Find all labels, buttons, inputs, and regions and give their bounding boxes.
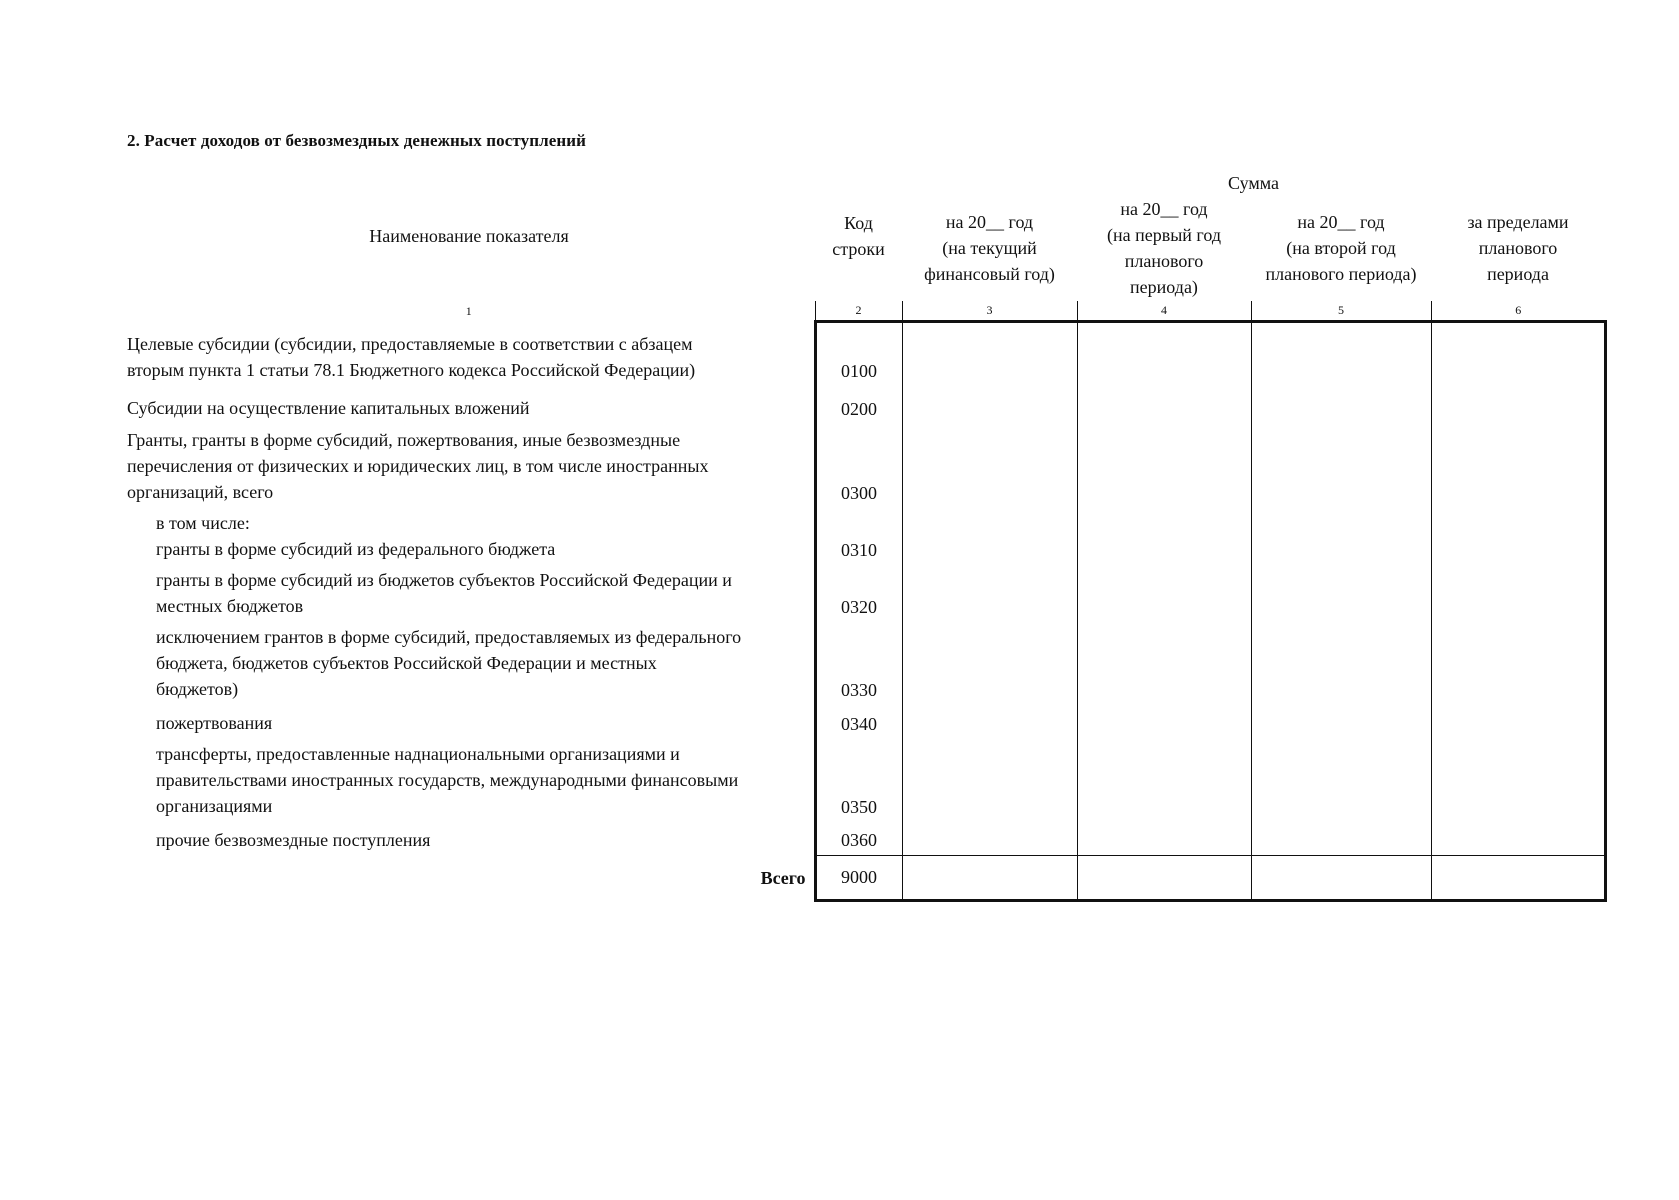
row-name-line: бюджета, бюджетов субъектов Российской Федерации и местных <box>156 652 657 673</box>
row-name-line: Гранты, гранты в форме субсидий, пожертвования, иные безвозмездные <box>127 429 681 450</box>
value-cell[interactable] <box>1077 424 1251 508</box>
column-number-row <box>123 301 1605 322</box>
row-code: 0340 <box>815 705 902 739</box>
row-name <box>123 739 815 822</box>
row-name <box>123 386 815 424</box>
value-cell[interactable] <box>1431 386 1605 424</box>
value-cell[interactable] <box>1077 822 1251 856</box>
row-code: 0360 <box>815 822 902 856</box>
row-name-line: Целевые субсидии (субсидии, предоставляемые в соответствии с абзацем <box>127 333 693 354</box>
row-name <box>123 508 815 565</box>
row-name-line: местных бюджетов <box>156 595 304 616</box>
total-label: Всего <box>760 867 806 888</box>
value-cell[interactable] <box>1251 508 1431 565</box>
row-name-line: организациями <box>156 795 273 816</box>
header-line: периода) <box>1130 277 1198 298</box>
row-name <box>123 622 815 705</box>
value-cell[interactable] <box>1431 739 1605 822</box>
header-name-label: Наименование показателя <box>369 225 569 246</box>
value-cell[interactable] <box>1077 565 1251 622</box>
row-name-line: гранты в форме субсидий из бюджетов субъектов Российской Федерации и <box>156 569 732 590</box>
header-line: планового периода) <box>1265 264 1417 285</box>
row-code: 0320 <box>815 565 902 622</box>
row-name-line: перечисления от физических и юридических лиц, в том числе иностранных <box>127 455 709 476</box>
row-name-line: организаций, всего <box>127 481 274 502</box>
table-row-0100 <box>123 322 1605 386</box>
header-line: (на второй год <box>1286 238 1396 259</box>
row-code: 0310 <box>815 508 902 565</box>
value-cell[interactable] <box>902 322 1077 386</box>
table-row-0300 <box>123 424 1605 508</box>
column-number: 2 <box>815 301 902 322</box>
column-number: 1 <box>465 303 472 318</box>
row-name-line: Субсидии на осуществление капитальных вложений <box>127 397 530 418</box>
value-cell[interactable] <box>902 622 1077 705</box>
total-value-cell[interactable] <box>1431 856 1605 901</box>
value-cell[interactable] <box>902 386 1077 424</box>
row-name-line: исключением грантов в форме субсидий, предоставляемых из федерального <box>156 626 742 647</box>
total-value-cell[interactable] <box>1251 856 1431 901</box>
row-name <box>123 705 815 739</box>
header-line: на 20__ год <box>945 212 1034 233</box>
value-cell[interactable] <box>1251 386 1431 424</box>
header-summa: Сумма <box>1228 172 1279 193</box>
value-cell[interactable] <box>1251 705 1431 739</box>
value-cell[interactable] <box>1077 508 1251 565</box>
value-cell[interactable] <box>1251 565 1431 622</box>
row-name-line: гранты в форме субсидий из федерального бюджета <box>156 538 556 559</box>
value-cell[interactable] <box>1077 739 1251 822</box>
row-name-line: трансферты, предоставленные наднациональными организациями и <box>156 743 680 764</box>
value-cell[interactable] <box>1077 322 1251 386</box>
header-name <box>123 171 815 301</box>
header-line: (на первый год <box>1106 225 1222 246</box>
header-code-line: Код <box>844 213 873 233</box>
value-cell[interactable] <box>1251 822 1431 856</box>
row-name <box>123 424 815 508</box>
value-cell[interactable] <box>1431 705 1605 739</box>
row-name-line: правительствами иностранных государств, международными финансовыми <box>156 769 739 790</box>
value-cell[interactable] <box>1251 622 1431 705</box>
value-cell[interactable] <box>1431 322 1605 386</box>
header-line: (на текущий <box>942 238 1037 259</box>
column-number: 6 <box>1431 301 1605 322</box>
value-cell[interactable] <box>902 508 1077 565</box>
row-code: 0100 <box>815 322 902 386</box>
column-number: 3 <box>902 301 1077 322</box>
table-row-0340 <box>123 705 1605 739</box>
row-name-line: вторым пункта 1 статьи 78.1 Бюджетного кодекса Российской Федерации) <box>127 359 696 380</box>
value-cell[interactable] <box>1431 565 1605 622</box>
table-row-0350 <box>123 739 1605 822</box>
value-cell[interactable] <box>902 424 1077 508</box>
value-cell[interactable] <box>1077 622 1251 705</box>
header-line: планового <box>1478 238 1558 259</box>
total-value-cell[interactable] <box>1077 856 1251 901</box>
table-row-0330 <box>123 622 1605 705</box>
value-cell[interactable] <box>902 739 1077 822</box>
header-code <box>815 171 902 301</box>
value-cell[interactable] <box>902 705 1077 739</box>
table-row-total <box>123 856 1605 901</box>
header-line: на 20__ год <box>1120 199 1208 220</box>
row-code: 0330 <box>815 622 902 705</box>
row-code: 0200 <box>815 386 902 424</box>
income-calculation-table <box>123 171 1607 902</box>
value-cell[interactable] <box>902 822 1077 856</box>
row-name-line: пожертвования <box>156 712 273 733</box>
header-col-first-plan-year <box>1077 195 1251 301</box>
header-line: финансовый год) <box>924 264 1055 285</box>
row-name-line: прочие безвозмездные поступления <box>156 829 431 850</box>
table-row-0360 <box>123 822 1605 856</box>
value-cell[interactable] <box>1431 508 1605 565</box>
value-cell[interactable] <box>902 565 1077 622</box>
header-col-second-plan-year <box>1251 195 1431 301</box>
row-code: 0300 <box>815 424 902 508</box>
row-name-line: бюджетов) <box>156 678 239 699</box>
value-cell[interactable] <box>1251 739 1431 822</box>
value-cell[interactable] <box>1431 424 1605 508</box>
header-col-beyond-plan <box>1431 195 1605 301</box>
value-cell[interactable] <box>1431 822 1605 856</box>
column-number: 5 <box>1251 301 1431 322</box>
table-row-0310 <box>123 508 1605 565</box>
total-value-cell[interactable] <box>902 856 1077 901</box>
value-cell[interactable] <box>1077 705 1251 739</box>
table-row-0200 <box>123 386 1605 424</box>
section-title: 2. Расчет доходов от безвозмездных денежных поступлений <box>127 131 587 150</box>
column-number: 4 <box>1077 301 1251 322</box>
row-name-line: в том числе: <box>156 512 250 533</box>
header-code-line: строки <box>832 239 885 259</box>
value-cell[interactable] <box>1251 424 1431 508</box>
row-name <box>123 322 815 386</box>
header-line: планового <box>1124 251 1204 272</box>
table-row-0320 <box>123 565 1605 622</box>
value-cell[interactable] <box>1251 322 1431 386</box>
row-code: 0350 <box>815 739 902 822</box>
header-row <box>123 171 1605 195</box>
header-line: периода <box>1487 264 1549 285</box>
row-name <box>123 565 815 622</box>
value-cell[interactable] <box>1431 622 1605 705</box>
header-line: на 20__ год <box>1297 212 1385 233</box>
total-code: 9000 <box>815 856 902 901</box>
row-name <box>123 822 815 856</box>
header-col-current-year <box>902 195 1077 301</box>
header-line: за пределами <box>1467 212 1569 233</box>
value-cell[interactable] <box>1077 386 1251 424</box>
